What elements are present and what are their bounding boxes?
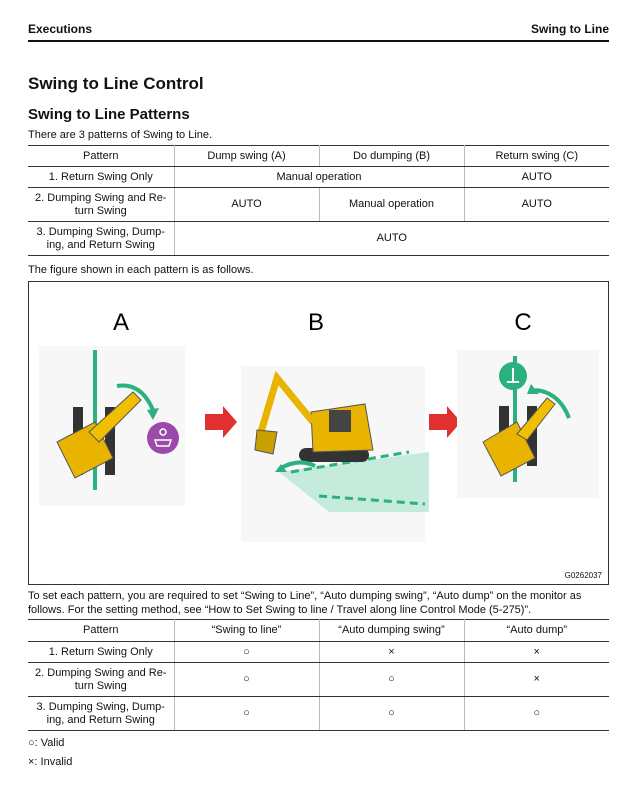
table-cell: 3. Dumping Swing, Dump-ing, and Return Swing xyxy=(28,697,174,731)
table-header-row xyxy=(28,620,609,642)
table-header-row xyxy=(28,146,609,167)
table-cell: ○ xyxy=(174,663,319,697)
pattern-figure xyxy=(28,281,609,585)
table-cell: 2. Dumping Swing and Re-turn Swing xyxy=(28,188,174,222)
table-header-cell: Do dumping (B) xyxy=(319,146,464,167)
table-cell: × xyxy=(464,642,609,663)
arrow-right-icon xyxy=(205,406,237,438)
excavator-top-view-c xyxy=(457,350,599,498)
table-row xyxy=(28,697,609,731)
patterns-table xyxy=(28,145,609,256)
table-cell: AUTO xyxy=(174,188,319,222)
table-cell: Manual operation xyxy=(319,188,464,222)
figure-label-c: C xyxy=(514,309,532,336)
table-row xyxy=(28,188,609,222)
arrow-right-icon xyxy=(429,406,461,438)
table-cell: ○ xyxy=(464,697,609,731)
legend-valid: ○: Valid xyxy=(28,737,65,749)
table-row xyxy=(28,222,609,256)
table-cell: ○ xyxy=(319,697,464,731)
header-chapter-name: Swing to Line xyxy=(531,22,609,36)
table-cell: 1. Return Swing Only xyxy=(28,167,174,188)
figure-caption: The figure shown in each pattern is as follows. xyxy=(28,264,254,276)
table-cell: 1. Return Swing Only xyxy=(28,642,174,663)
excavator-side-view-b xyxy=(241,366,429,542)
table-cell: 3. Dumping Swing, Dump-ing, and Return Swing xyxy=(28,222,174,256)
table-cell: ○ xyxy=(319,663,464,697)
table-row xyxy=(28,663,609,697)
table-row xyxy=(28,642,609,663)
table-header-cell: “Auto dumping swing” xyxy=(319,620,464,642)
table-header-cell: Pattern xyxy=(28,620,174,642)
page-title: Swing to Line Control xyxy=(28,74,204,93)
table-cell: ○ xyxy=(174,697,319,731)
header-section-name: Executions xyxy=(28,22,93,36)
table-header-cell: Pattern xyxy=(28,146,174,167)
table-header-cell: Dump swing (A) xyxy=(174,146,319,167)
intro-text: There are 3 patterns of Swing to Line. xyxy=(28,129,213,141)
table-header-cell: Return swing (C) xyxy=(464,146,609,167)
figure-label-b: B xyxy=(307,309,325,336)
figure-label-a: A xyxy=(112,309,130,336)
instructions-text: To set each pattern, you are required to set “Swing to Line”, “Auto dumping swing”, “Auto dump” on the monitor as follows. For the setting method, see “How to Set Swing to line / Travel along line Control Mode (5-275)”. xyxy=(28,590,582,616)
table-cell: × xyxy=(464,663,609,697)
pattern-illustration xyxy=(29,282,608,584)
dump-icon xyxy=(147,422,179,454)
table-cell: AUTO xyxy=(174,222,609,256)
table-cell: ○ xyxy=(174,642,319,663)
figure-code: G0262037 xyxy=(564,571,602,580)
excavator-top-view-a xyxy=(39,346,185,506)
table-cell: Manual operation xyxy=(174,167,464,188)
table-row xyxy=(28,167,609,188)
table-cell: × xyxy=(319,642,464,663)
table-cell: AUTO xyxy=(464,188,609,222)
settings-table xyxy=(28,619,609,731)
table-header-cell: “Auto dump” xyxy=(464,620,609,642)
table-header-cell: “Swing to line” xyxy=(174,620,319,642)
section-title: Swing to Line Patterns xyxy=(28,106,190,123)
page-header xyxy=(28,20,609,42)
legend-invalid: ×: Invalid xyxy=(28,756,73,768)
table-cell: AUTO xyxy=(464,167,609,188)
table-cell: 2. Dumping Swing and Re-turn Swing xyxy=(28,663,174,697)
